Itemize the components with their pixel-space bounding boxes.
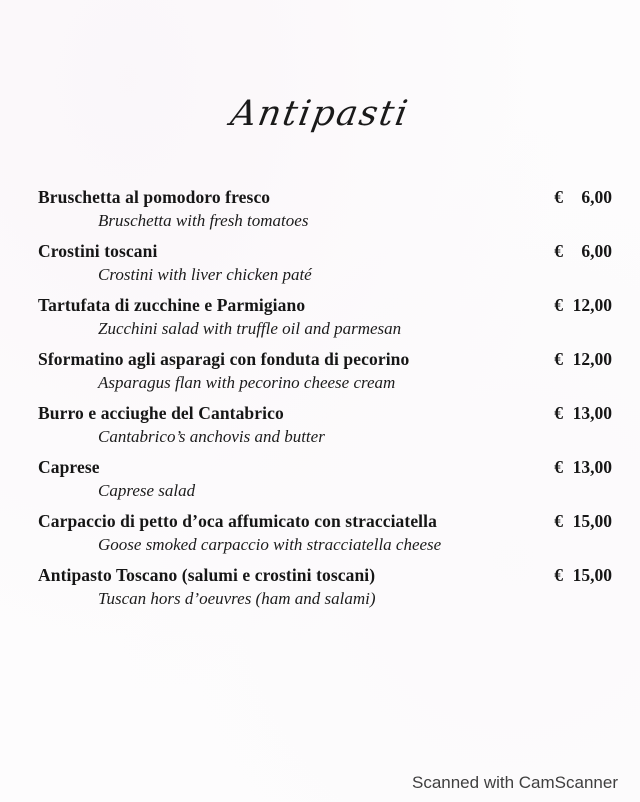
item-price xyxy=(544,294,612,316)
item-head xyxy=(38,186,612,208)
item-head xyxy=(38,402,612,424)
item-amount: 6,00 xyxy=(581,241,612,261)
item-name: Carpaccio di petto d’oca affumicato con stracciatella xyxy=(38,511,437,531)
item-price xyxy=(544,510,612,532)
menu-section-title: Antipasti xyxy=(227,94,413,134)
item-head xyxy=(38,240,612,262)
item-description: Crostini with liver chicken paté xyxy=(98,265,312,284)
item-price xyxy=(544,240,612,262)
item-price xyxy=(544,402,612,424)
item-name: Crostini toscani xyxy=(38,241,158,261)
item-amount: 12,00 xyxy=(572,295,612,315)
item-description: Cantabrico’s anchovis and butter xyxy=(98,427,325,446)
euro-sign: € xyxy=(554,457,563,477)
euro-sign: € xyxy=(554,349,563,369)
item-head xyxy=(38,456,612,478)
menu-item xyxy=(38,564,612,609)
item-head xyxy=(38,348,612,370)
item-description: Bruschetta with fresh tomatoes xyxy=(98,211,309,230)
item-price xyxy=(544,564,612,586)
item-description: Caprese salad xyxy=(98,481,196,500)
menu-item xyxy=(38,348,612,393)
item-description: Asparagus flan with pecorino cheese cream xyxy=(98,373,396,392)
item-amount: 13,00 xyxy=(572,403,612,423)
item-amount: 12,00 xyxy=(572,349,612,369)
menu-item xyxy=(38,402,612,447)
item-amount: 15,00 xyxy=(572,565,612,585)
menu-list xyxy=(38,186,612,618)
euro-sign: € xyxy=(554,187,563,207)
item-name: Caprese xyxy=(38,457,100,477)
euro-sign: € xyxy=(554,241,563,261)
euro-sign: € xyxy=(554,403,563,423)
item-amount: 15,00 xyxy=(572,511,612,531)
item-head xyxy=(38,564,612,586)
menu-item xyxy=(38,240,612,285)
camscanner-watermark: Scanned with CamScanner xyxy=(411,773,618,792)
item-head xyxy=(38,510,612,532)
item-name: Antipasto Toscano (salumi e crostini toscani) xyxy=(38,565,376,585)
menu-item xyxy=(38,294,612,339)
item-price xyxy=(544,456,612,478)
item-price xyxy=(544,186,612,208)
item-description: Zucchini salad with truffle oil and parmesan xyxy=(98,319,402,338)
item-description: Goose smoked carpaccio with stracciatella cheese xyxy=(98,535,442,554)
menu-item xyxy=(38,186,612,231)
euro-sign: € xyxy=(554,565,563,585)
item-price xyxy=(544,348,612,370)
euro-sign: € xyxy=(554,511,563,531)
item-head xyxy=(38,294,612,316)
menu-item xyxy=(38,456,612,501)
item-name: Burro e acciughe del Cantabrico xyxy=(38,403,284,423)
item-name: Sformatino agli asparagi con fonduta di pecorino xyxy=(38,349,410,369)
menu-item xyxy=(38,510,612,555)
item-name: Bruschetta al pomodoro fresco xyxy=(38,187,271,207)
item-description: Tuscan hors d’oeuvres (ham and salami) xyxy=(98,589,376,608)
item-amount: 6,00 xyxy=(581,187,612,207)
item-name: Tartufata di zucchine e Parmigiano xyxy=(38,295,306,315)
euro-sign: € xyxy=(554,295,563,315)
item-amount: 13,00 xyxy=(572,457,612,477)
